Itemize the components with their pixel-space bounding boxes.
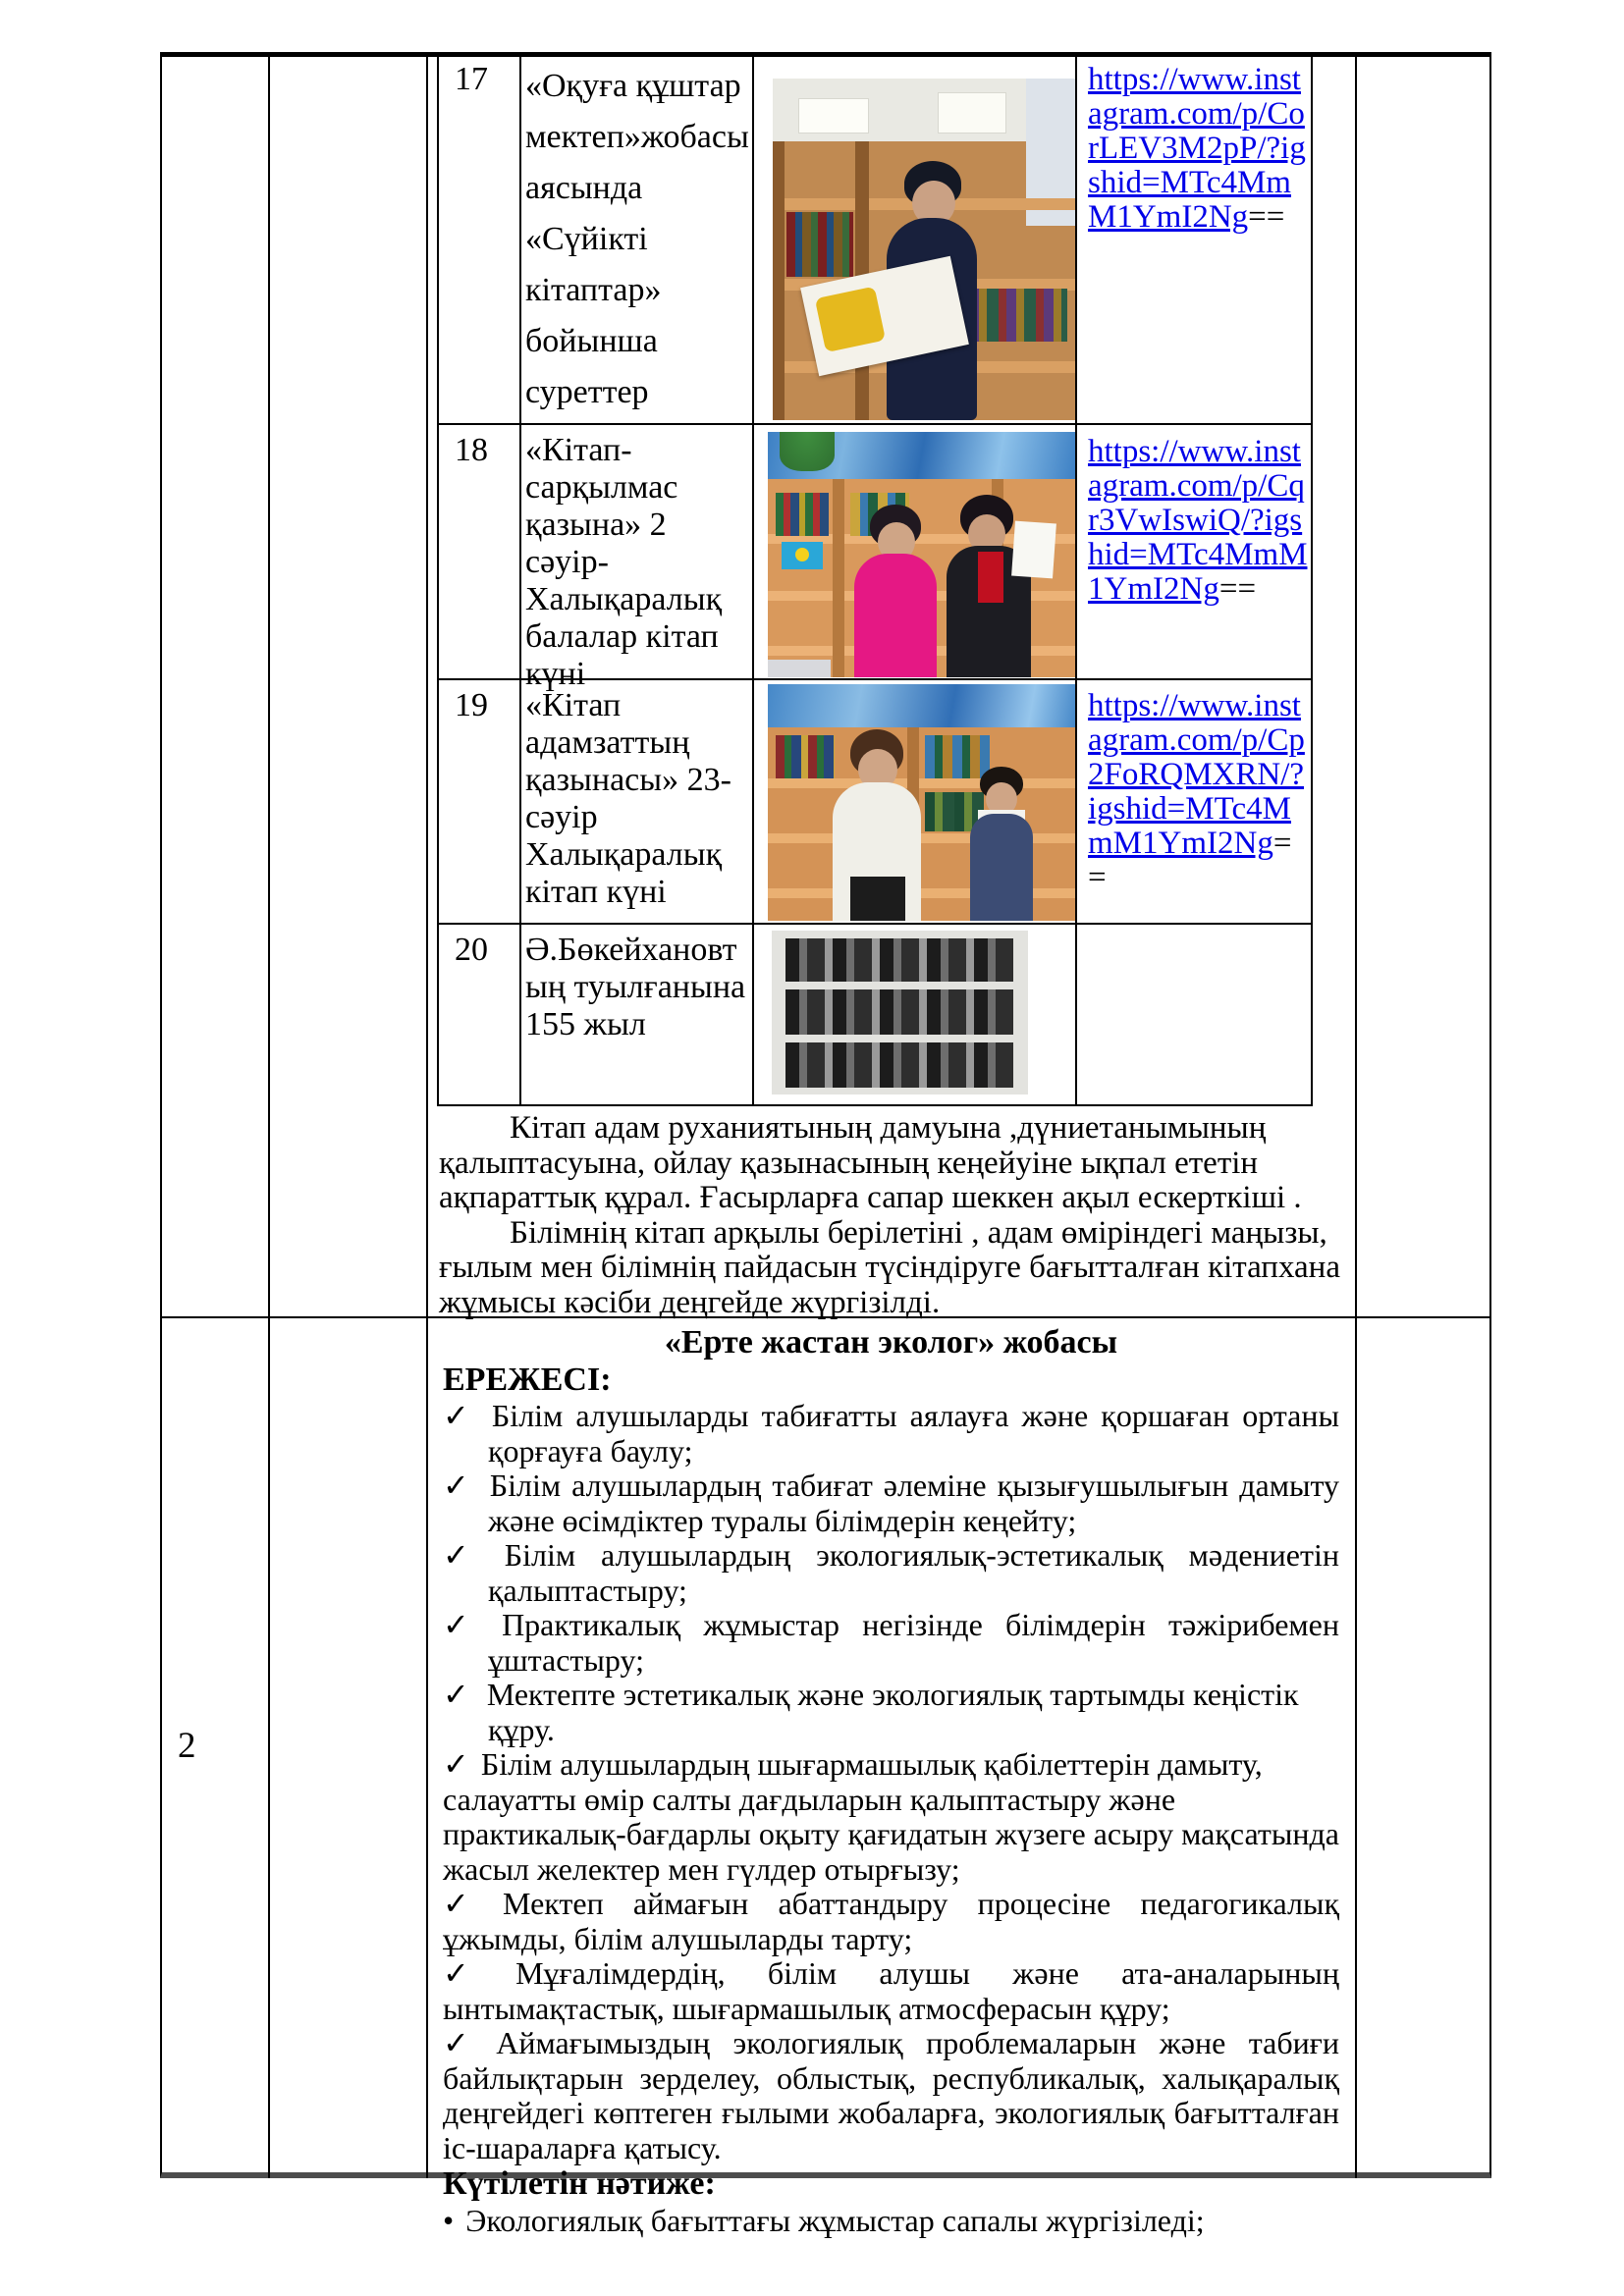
table-border	[752, 52, 754, 1106]
photo-decor	[925, 735, 990, 778]
link-suffix: ==	[1248, 199, 1285, 235]
photo-decor	[776, 493, 829, 536]
photo-decor	[786, 212, 853, 277]
photo-decor	[768, 778, 1075, 788]
table-border	[268, 52, 270, 2178]
row-number: 20	[455, 932, 488, 968]
check-icon: ✓	[443, 1398, 474, 1433]
photo-decor	[978, 552, 1003, 603]
rule-item	[443, 2026, 1339, 2165]
link-suffix: ==	[1088, 826, 1292, 895]
summary-paragraph-2: Білімнің кітап арқылы берілетіні , адам өміріндегі маңызы, ғылым мен білімнің пайдасын түсіндіруге бағытталған кітапхана жұмысы кәсіби деңгейде жүргізілді.	[439, 1214, 1340, 1320]
table-border	[1355, 52, 1357, 2178]
summary-paragraph-1: Кітап адам руханиятының дамуына ,дүниетанымының қалыптасуына, ойлау қазынасының кеңейуіне ықпал ететін ақпараттық құрал. Ғасырларға сапар шеккен ақыл ескерткіші .	[439, 1110, 1302, 1215]
check-icon: ✓	[443, 1746, 469, 1782]
photo-decor	[768, 684, 1075, 727]
photo-decor	[1011, 521, 1056, 579]
rule-item	[443, 1399, 1339, 1468]
outer-row-number: 2	[178, 1726, 196, 1766]
rule-item	[443, 1956, 1339, 2026]
check-icon: ✓	[443, 1468, 472, 1503]
check-icon: ✓	[443, 1607, 485, 1642]
rules-heading: ЕРЕЖЕСІ:	[443, 1362, 612, 1398]
photo-decor	[773, 141, 785, 420]
table-border	[437, 923, 1313, 925]
photo-decor	[785, 938, 1013, 982]
rule-item	[443, 1678, 1339, 1747]
summary-text	[439, 1110, 1348, 1320]
bullet-icon: •	[443, 2203, 455, 2238]
table-border	[1075, 52, 1077, 1106]
event-description: «Кітап-сарқылмас қазына» 2 сәуір-Халықаралық балалар кітап күні	[525, 432, 723, 692]
instagram-link[interactable]: https://www.instagram.com/p/CorLEV3M2pP/?igshid=MTc4MmM1YmI2Ng	[1088, 62, 1306, 235]
instagram-link[interactable]: https://www.instagram.com/p/Cqr3VwIswiQ/?igshid=MTc4MmM1YmI2Ng	[1088, 434, 1308, 607]
check-icon: ✓	[443, 2025, 485, 2060]
expected-text: Экологиялық бағыттағы жұмыстар сапалы жүргізіледі;	[465, 2203, 1205, 2238]
rule-text: Мектепте эстетикалық және экологиялық тартымды кеңістік құру.	[486, 1677, 1299, 1747]
photo-decor	[795, 548, 809, 561]
instagram-link-cell	[1088, 435, 1308, 670]
photo-decor	[798, 98, 869, 133]
photo-decor	[782, 542, 823, 569]
event-description: «Оқуға құштар мектеп»жобасы аясында «Сүйікті кітаптар» бойынша суреттер	[525, 68, 749, 410]
photo-library-two-women	[768, 432, 1075, 677]
instagram-link-cell	[1088, 689, 1308, 917]
row-number: 19	[455, 687, 488, 723]
photo-decor	[850, 877, 905, 921]
check-icon: ✓	[443, 1886, 492, 1921]
table-border	[437, 423, 1313, 425]
photo-decor	[854, 554, 937, 677]
link-suffix: ==	[1218, 571, 1257, 607]
photo-decor	[970, 814, 1033, 921]
photo-decor	[815, 287, 886, 353]
instagram-link[interactable]: https://www.instagram.com/p/Cp2FoRQMXRN/?igshid=MTc4MmM1YmI2Ng	[1088, 688, 1305, 861]
rule-item	[443, 1468, 1339, 1538]
table-border	[519, 52, 521, 1106]
table-border	[426, 52, 428, 2178]
photo-library-woman-and-boy	[768, 684, 1075, 921]
rule-item	[443, 1608, 1339, 1678]
rule-text: Мұғалімдердің, білім алушы және ата-аналарының ынтымақтастық, шығармашылық атмосферасын құру;	[443, 1955, 1340, 2026]
check-icon: ✓	[443, 1677, 469, 1712]
section-title: «Ерте жастан эколог» жобасы	[664, 1324, 1118, 1361]
check-icon: ✓	[443, 1537, 487, 1573]
expected-result-item	[443, 2203, 1339, 2238]
rule-text: Білім алушылардың шығармашылық қабілеттерін дамыту, салауатты өмір салты дағдыларын қалыптастыру және практикалық-бағдарлы оқыту қағидатын жүзеге асыру мақсатында жасыл желектер мен гүлдер отырғызу;	[443, 1746, 1339, 1887]
event-description: «Кітап адамзаттың қазынасы» 23-сәуір Халықаралық кітап күні	[525, 687, 731, 910]
rule-text: Практикалық жұмыстар негізінде білімдерін тәжірибемен ұштастыру;	[488, 1607, 1340, 1678]
eco-project-section	[435, 1324, 1353, 2238]
rule-item	[443, 1747, 1339, 1887]
row-number: 18	[455, 432, 488, 468]
photo-library-girl-reading	[773, 79, 1075, 420]
photo-decor	[833, 479, 844, 677]
photo-decor	[776, 735, 835, 778]
rule-item	[443, 1538, 1339, 1608]
photo-decor	[768, 660, 831, 677]
rule-text: Білім алушыларды табиғатты аялауға және қоршаған ортаны қорғауға баулу;	[488, 1398, 1340, 1468]
row-number: 17	[455, 61, 488, 97]
event-description: Ә.Бөкейхановтың туылғанына 155 жыл	[525, 932, 746, 1042]
rule-text: Аймағымыздың экологиялық проблемаларын және табиғи байлықтарын зерделеу, облыстық, республикалық, халықаралық деңгейдегі көптеген ғылыми жобаларға, экологиялық бағытталған іс-шараларға қатысу.	[443, 2025, 1340, 2165]
photo-bw-archive-collage	[772, 931, 1028, 1095]
rule-text: Мектеп аймағын абаттандыру процесіне педагогикалық ұжымды, білім алушыларды тарту;	[443, 1886, 1339, 1956]
check-icon: ✓	[443, 1955, 505, 1991]
rule-text: Білім алушылардың табиғат әлеміне қызығушылығын дамыту және өсімдіктер туралы білімдерін кеңейту;	[488, 1468, 1340, 1538]
photo-decor	[969, 289, 1067, 342]
instagram-link-cell	[1088, 63, 1308, 416]
expected-results-heading: Күтілетін нәтиже:	[443, 2165, 716, 2202]
rule-text: Білім алушылардың экологиялық-эстетикалық мәдениетін қалыптастыру;	[488, 1537, 1340, 1608]
rule-item	[443, 1887, 1339, 1956]
photo-decor	[780, 432, 835, 471]
photo-decor	[785, 989, 1013, 1035]
photo-decor	[938, 92, 1006, 133]
photo-decor	[785, 1042, 1013, 1088]
